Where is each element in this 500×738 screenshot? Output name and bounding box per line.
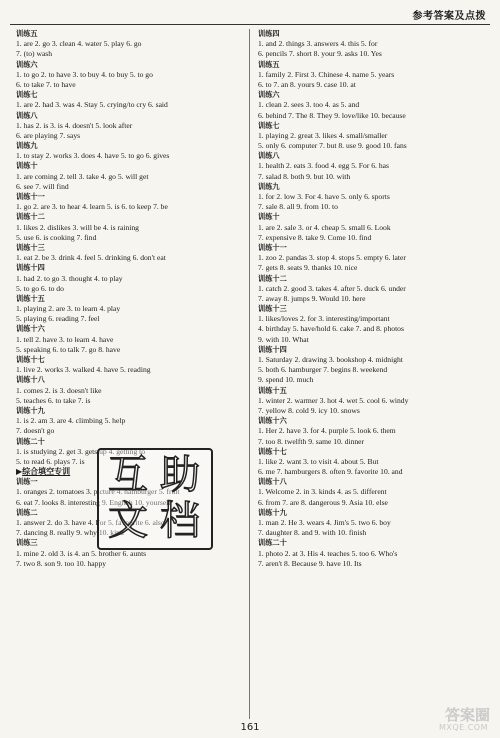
answer-line: 1. to stay 2. works 3. does 4. have 5. to go 6. gives [16,151,170,161]
answer-line: 7. dancing 8. really 9. why 10. kind [16,528,124,538]
left-answer-column [16,29,242,719]
exercise-heading: 训练十 [16,161,38,171]
answer-line: 9. with 10. What [258,334,309,344]
column-divider [249,29,250,719]
answer-line: 1. catch 2. good 3. takes 4. after 5. duck 6. under [258,283,406,293]
exercise-heading: 训练九 [16,141,38,151]
answer-line: 1. are 2. had 3. was 4. Stay 5. crying/to cry 6. said [16,100,168,110]
answer-line: 7. two 8. son 9. too 10. happy [16,558,107,568]
exercise-heading: 训练十九 [258,507,287,517]
exercise-heading: 训练十七 [258,446,287,456]
exercise-heading: 训练十八 [16,375,45,385]
exercise-heading: 训练八 [258,151,280,161]
answer-line: 7. (to) wash [16,49,53,59]
exercise-heading: 训练十 [258,212,280,222]
answer-line: 6. eat 7. looks 8. interesting 9. English 10. yourself [16,497,171,507]
answer-line: 6. to 7. an 8. yours 9. case 10. at [258,79,356,89]
exercise-heading: 训练十九 [16,405,45,415]
answer-line: 1. family 2. First 3. Chinese 4. name 5. years [258,69,395,79]
exercise-heading: 训练九 [258,181,280,191]
answer-line: 5. both 6. hamburger 7. begins 8. weekend [258,365,388,375]
corner-logo-watermark [376,704,494,734]
exercise-heading: 训练七 [16,90,38,100]
answer-line: 1. playing 2. are 3. to learn 4. play [16,304,121,314]
exercise-heading: 训练十八 [258,477,287,487]
answer-line: 1. mine 2. old 3. is 4. an 5. brother 6. aunts [16,548,147,558]
answer-line: 1. are 2. go 3. clean 4. water 5. play 6. go [16,39,142,49]
answer-line: 6. see 7. will find [16,181,69,191]
exercise-heading: 训练六 [258,90,280,100]
answer-line: 5. to go 6. to do [16,283,64,293]
exercise-heading: 训练五 [258,59,280,69]
answer-line: 1. tell 2. have 3. to learn 4. have [16,334,114,344]
answer-line: 1. live 2. works 3. walked 4. have 5. reading [16,365,151,375]
answer-line: 1. likes 2. dislikes 3. will be 4. is raining [16,222,139,232]
answer-line: 1. are 2. sale 3. or 4. cheap 5. small 6. Look [258,222,391,232]
watermark-char: 档 [160,498,200,544]
answer-line: 1. oranges 2. tomatoes 3. picture 4. hamburger 5. fruit [16,487,180,497]
answer-line: 6. behind 7. The 8. They 9. love/like 10. because [258,110,406,120]
exercise-heading: 训练十四 [258,344,287,354]
exercise-heading: 训练十七 [16,355,45,364]
exercise-heading: 训练十五 [16,293,45,303]
answer-line: 7. yellow 8. cold 9. icy 10. snows [258,405,360,415]
answer-line: 1. and 2. things 3. answers 4. this 5. for [258,39,378,49]
answer-line: 1. eat 2. be 3. drink 4. feel 5. drinking 6. don't eat [16,253,166,263]
exercise-heading: 训练四 [258,29,280,38]
answer-line: 6. pencils 7. short 8. your 9. asks 10. Yes [258,49,382,59]
answer-line: 7. gets 8. seats 9. thanks 10. nice [258,263,358,273]
answer-line: 1. has 2. is 3. is 4. doesn't 5. look after [16,120,133,130]
answer-line: 1. Her 2. have 3. for 4. purple 5. look 6. them [258,426,396,436]
answer-line: 1. for 2. low 3. For 4. have 5. only 6. sports [258,192,390,201]
exercise-heading: 训练六 [16,59,38,69]
answer-line: 1. are coming 2. tell 3. take 4. go 5. will get [16,171,149,181]
answer-line: 5. playing 6. reading 7. feel [16,314,100,324]
answer-line: 7. too 8. twelfth 9. same 10. dinner [258,436,365,446]
answer-line: 6. from 7. are 8. dangerous 9. Asia 10. else [258,497,388,507]
exercise-heading: 训练二十 [16,436,45,446]
answer-line: 1. Saturday 2. drawing 3. bookshop 4. midnight [258,355,403,364]
right-answer-column [258,29,494,719]
watermark-char: 互 [108,452,148,498]
section-title-text: 综合填空专训 [22,467,71,477]
answer-line: 5. use 6. is cooking 7. find [16,232,97,242]
answer-line: 1. go 2. are 3. to hear 4. learn 5. is 6. to keep 7. be [16,202,168,212]
exercise-heading: 训练一 [16,477,38,487]
corner-logo-text: 答案圈 [444,706,490,724]
exercise-heading: 训练三 [16,538,38,548]
answer-line: 5. only 6. computer 7. but 8. use 9. good 10. fans [258,141,407,151]
answer-line: 7. daughter 8. and 9. with 10. finish [258,528,367,538]
exercise-heading: 训练十六 [258,416,287,426]
answer-line: 1. playing 2. great 3. likes 4. small/smaller [258,130,388,140]
exercise-heading: 训练十三 [258,304,287,314]
page-header [0,0,500,22]
exercise-heading: 训练五 [16,29,38,38]
answer-line: 1. comes 2. is 3. doesn't like [16,385,102,395]
answer-line: 7. sale 8. all 9. from 10. to [258,202,338,212]
answer-line: 7. expensive 8. take 9. Come 10. find [258,232,372,242]
answer-line: 5. speaking 6. to talk 7. go 8. have [16,344,121,354]
answer-line: 1. answer 2. do 3. have 4. For 5. favourite 6. also [16,518,165,527]
answer-line: 1. had 2. to go 3. thought 4. to play [16,273,123,283]
answer-line: 7. away 8. jumps 9. Would 10. here [258,293,366,303]
header-title: 参考答案及点拨 [412,11,486,22]
watermark-char: 助 [160,452,200,498]
exercise-heading: 训练十四 [16,263,45,273]
answer-line: 1. health 2. eats 3. food 4. egg 5. For 6. has [258,161,389,171]
corner-logo-url: MXQE.COM [438,723,488,732]
exercise-heading: 训练八 [16,110,38,120]
answer-line: 1. Welcome 2. in 3. kinds 4. as 5. different [258,487,387,497]
answer-line: 9. spend 10. much [258,375,314,385]
exercise-heading: 训练十二 [16,212,45,222]
answer-line: 7. salad 8. both 9. but 10. with [258,171,351,181]
answer-line: 1. man 2. He 3. wears 4. Jim's 5. two 6. boy [258,518,391,527]
exercise-heading: 训练十三 [16,242,45,252]
page-number: 161 [240,722,260,733]
answer-line: 7. aren't 8. Because 9. have 10. Its [258,558,362,568]
header-rule [10,24,490,25]
exercise-heading: 训练二十 [258,538,287,548]
answer-line: 6. are playing 7. says [16,130,81,140]
answer-line: 1. winter 2. warmer 3. hot 4. wet 5. cool 6. windy [258,395,409,405]
exercise-heading: 训练十一 [16,192,45,201]
answer-line: 5. teaches 6. to take 7. is [16,395,91,405]
answer-line: 5. to read 6. plays 7. is [16,456,85,466]
answer-line: 6. to take 7. to have [16,79,76,89]
answer-line: 7. doesn't go [16,426,55,436]
exercise-heading: 训练十一 [258,242,287,252]
exercise-heading: 训练十六 [16,324,45,334]
answer-line: 1. clean 2. sees 3. too 4. as 5. and [258,100,360,110]
exercise-heading: 训练十二 [258,273,287,283]
answer-line: 1. is 2. am 3. are 4. climbing 5. help [16,416,126,426]
answer-line: 1. photo 2. at 3. His 4. teaches 5. too 6. Who's [258,548,398,558]
exercise-heading: 训练七 [258,120,280,130]
watermark-stamp [97,448,213,550]
watermark-char: 文 [108,498,148,544]
answer-line: 1. zoo 2. pandas 3. stop 4. stops 5. empty 6. later [258,253,406,263]
answer-line: 4. birthday 5. have/hold 6. cake 7. and 8. photos [258,324,404,334]
answer-line: 6. me 7. hamburgers 8. often 9. favorite 10. and [258,467,403,477]
section-marker-icon: ▶ [16,467,23,477]
answer-line: 1. like 2. want 3. to visit 4. about 5. But [258,456,379,466]
exercise-heading: 训练二 [16,507,38,517]
answer-line: 1. to go 2. to have 3. to buy 4. to buy 5. to go [16,69,153,79]
answer-line: 1. likes/loves 2. for 3. interesting/important [258,314,390,324]
answer-line: 1. is studying 2. get 3. gets up 4. getting to [16,446,146,456]
exercise-heading: 训练十五 [258,385,287,395]
